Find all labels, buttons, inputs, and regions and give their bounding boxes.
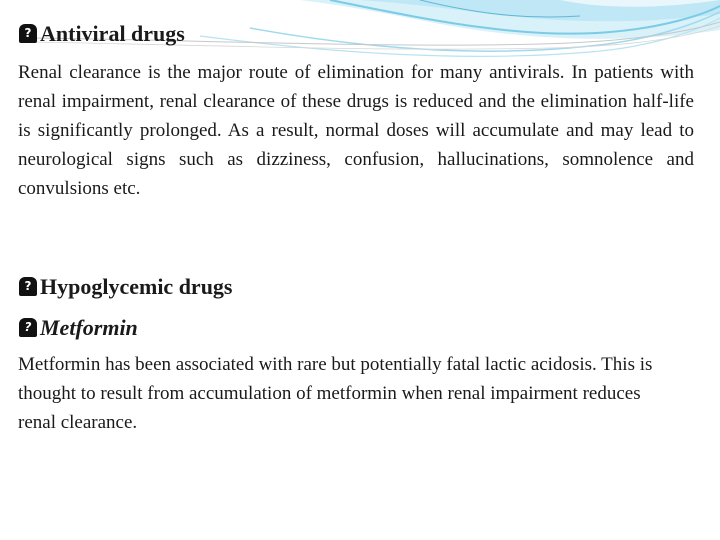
subheading-text: Metformin	[40, 315, 138, 340]
bullet-icon	[18, 20, 40, 48]
heading-text: Hypoglycemic drugs	[40, 274, 233, 299]
section-heading-hypoglycemic	[18, 273, 233, 301]
bullet-icon	[18, 314, 40, 342]
heading-text: Antiviral drugs	[40, 21, 185, 46]
section-heading-antiviral	[18, 20, 185, 48]
subheading-metformin	[18, 314, 138, 342]
bullet-icon	[18, 273, 40, 301]
antiviral-paragraph: Renal clearance is the major route of elimination for many antivirals. In patients with renal impairment, renal clearance of these drugs is reduced and the elimination half-life is significantly prolonged. As a result, normal doses will accumulate and may lead to neurological signs such as dizziness, confusion, hallucinations, somnolence and convulsions etc.	[18, 62, 694, 199]
metformin-paragraph: Metformin has been associated with rare but potentially fatal lactic acidosis. This is thought to result from accumulation of metformin when renal impairment reduces renal clearance.	[18, 354, 653, 433]
